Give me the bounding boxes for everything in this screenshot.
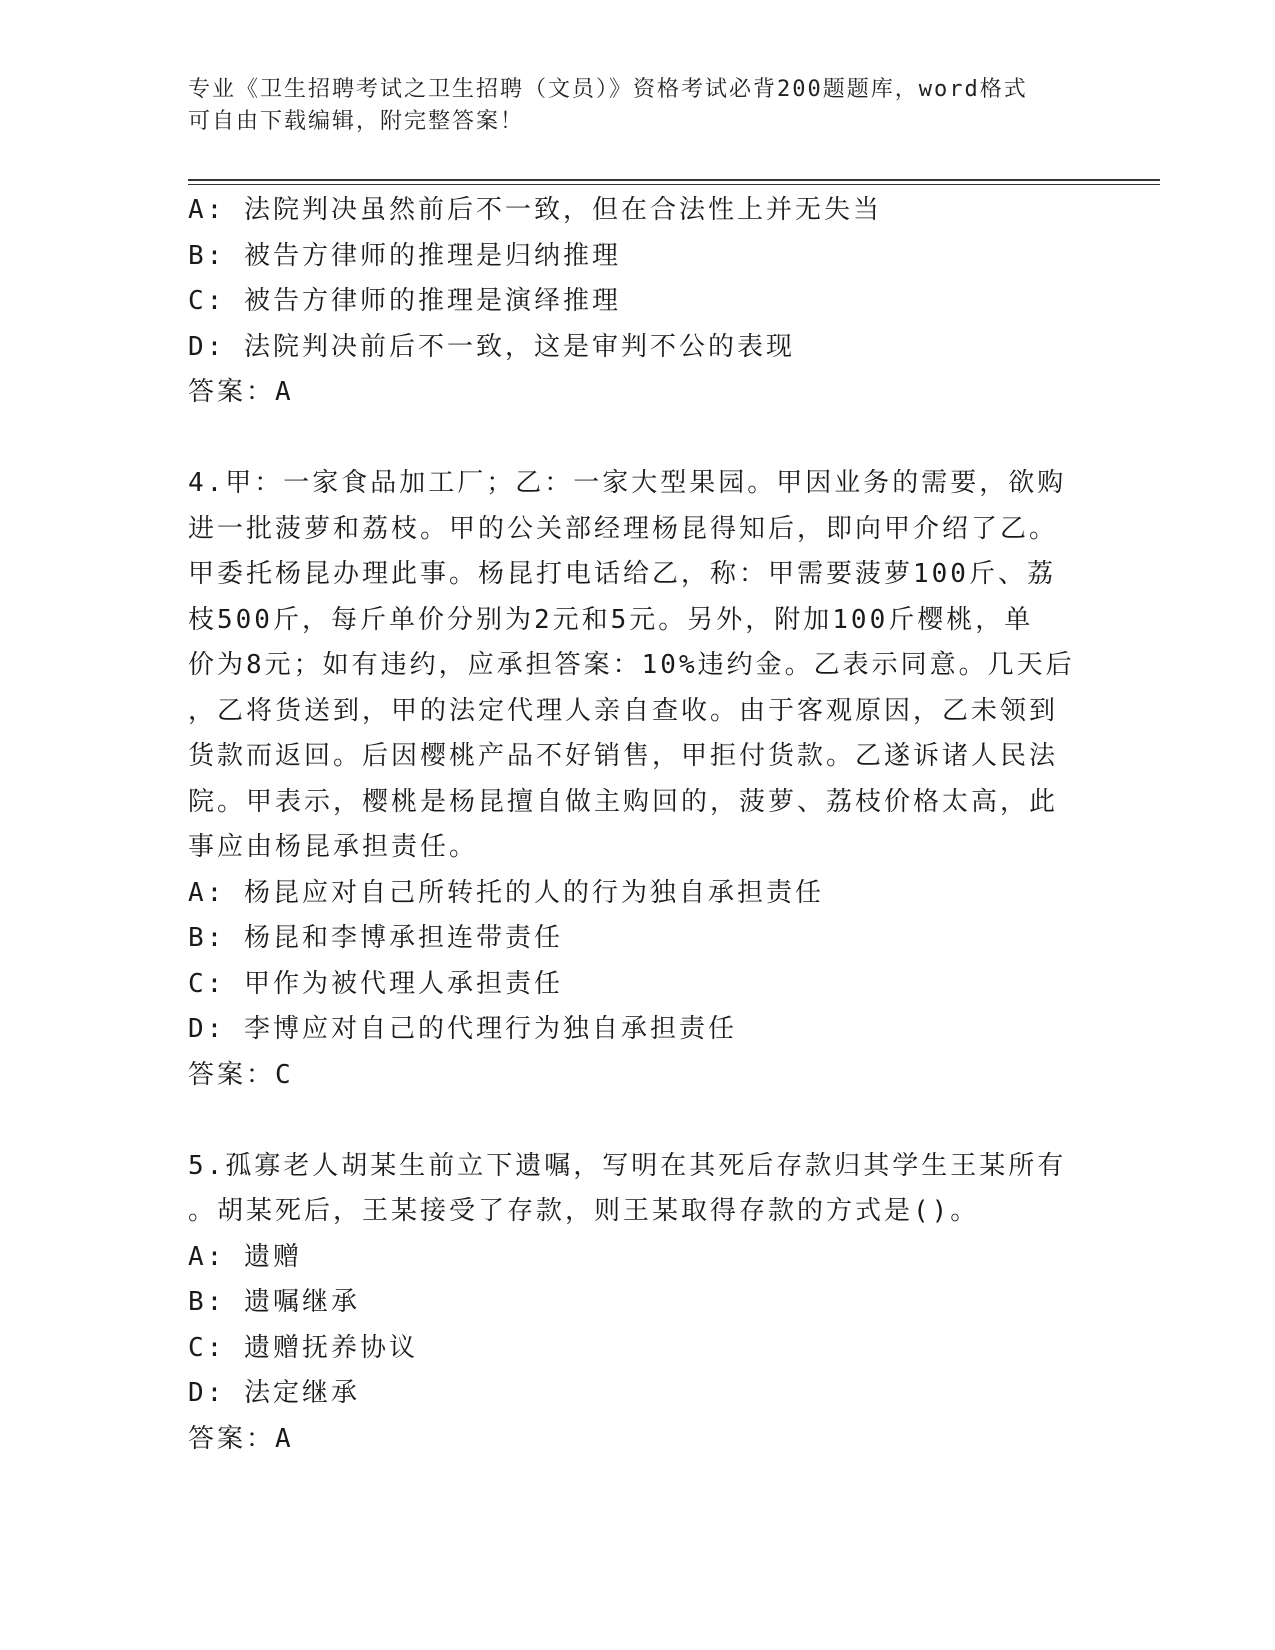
question-text-line: 4.甲：一家食品加工厂；乙：一家大型果园。甲因业务的需要，欲购 xyxy=(188,468,1067,498)
option-c: C: 甲作为被代理人承担责任 xyxy=(188,968,563,999)
question-text-line: 枝500斤，每斤单价分别为2元和5元。另外，附加100斤樱桃，单 xyxy=(188,604,1034,635)
option-c: C: 遗赠抚养协议 xyxy=(188,1332,418,1363)
question-text-line: 院。甲表示，樱桃是杨昆擅自做主购回的，菠萝、荔枝价格太高，此 xyxy=(188,786,1059,817)
question-text-line: 。胡某死后，王某接受了存款，则王某取得存款的方式是()。 xyxy=(188,1196,980,1226)
question-text-line: 5.孤寡老人胡某生前立下遗嘱，写明在其死后存款归其学生王某所有 xyxy=(188,1150,1067,1181)
answer: 答案：C xyxy=(188,1059,294,1090)
header-divider-thick xyxy=(188,179,1160,181)
option-b: B: 杨昆和李博承担连带责任 xyxy=(188,923,563,953)
header-line-1: 专业《卫生招聘考试之卫生招聘（文员）》资格考试必背200题题库，word格式 xyxy=(188,77,1028,102)
option-d: D: 法院判决前后不一致，这是审判不公的表现 xyxy=(188,331,795,362)
option-d: D: 法定继承 xyxy=(188,1378,360,1408)
answer: 答案：A xyxy=(188,377,294,407)
spacer xyxy=(188,1098,1088,1144)
question-text-line: ，乙将货送到，甲的法定代理人亲自查收。由于客观原因，乙未领到 xyxy=(188,695,1059,726)
question-text-line: 货款而返回。后因樱桃产品不好销售，甲拒付货款。乙遂诉诸人民法 xyxy=(188,741,1059,771)
question-4 xyxy=(188,461,1088,1098)
question-3 xyxy=(188,188,1088,416)
question-text-line: 事应由杨昆承担责任。 xyxy=(188,832,479,862)
spacer xyxy=(188,416,1088,462)
answer: 答案：A xyxy=(188,1423,294,1454)
option-a: A: 杨昆应对自己所转托的人的行为独自承担责任 xyxy=(188,877,824,908)
option-b: B: 被告方律师的推理是归纳推理 xyxy=(188,240,621,271)
option-b: B: 遗嘱继承 xyxy=(188,1287,360,1317)
option-a: A: 法院判决虽然前后不一致，但在合法性上并无失当 xyxy=(188,195,882,225)
header-line-2: 可自由下载编辑，附完整答案！ xyxy=(188,109,525,134)
document-header xyxy=(188,74,1068,138)
option-c: C: 被告方律师的推理是演绎推理 xyxy=(188,286,621,316)
question-text-line: 进一批菠萝和荔枝。甲的公关部经理杨昆得知后，即向甲介绍了乙。 xyxy=(188,513,1059,544)
question-list xyxy=(188,188,1088,1462)
question-text-line: 甲委托杨昆办理此事。杨昆打电话给乙，称：甲需要菠萝100斤、荔 xyxy=(188,559,1056,589)
header-divider-thin xyxy=(188,184,1160,185)
question-text-line: 价为8元；如有违约，应承担答案：10%违约金。乙表示同意。几天后 xyxy=(188,650,1075,680)
option-d: D: 李博应对自己的代理行为独自承担责任 xyxy=(188,1014,737,1044)
question-5 xyxy=(188,1144,1088,1463)
option-a: A: 遗赠 xyxy=(188,1241,302,1272)
